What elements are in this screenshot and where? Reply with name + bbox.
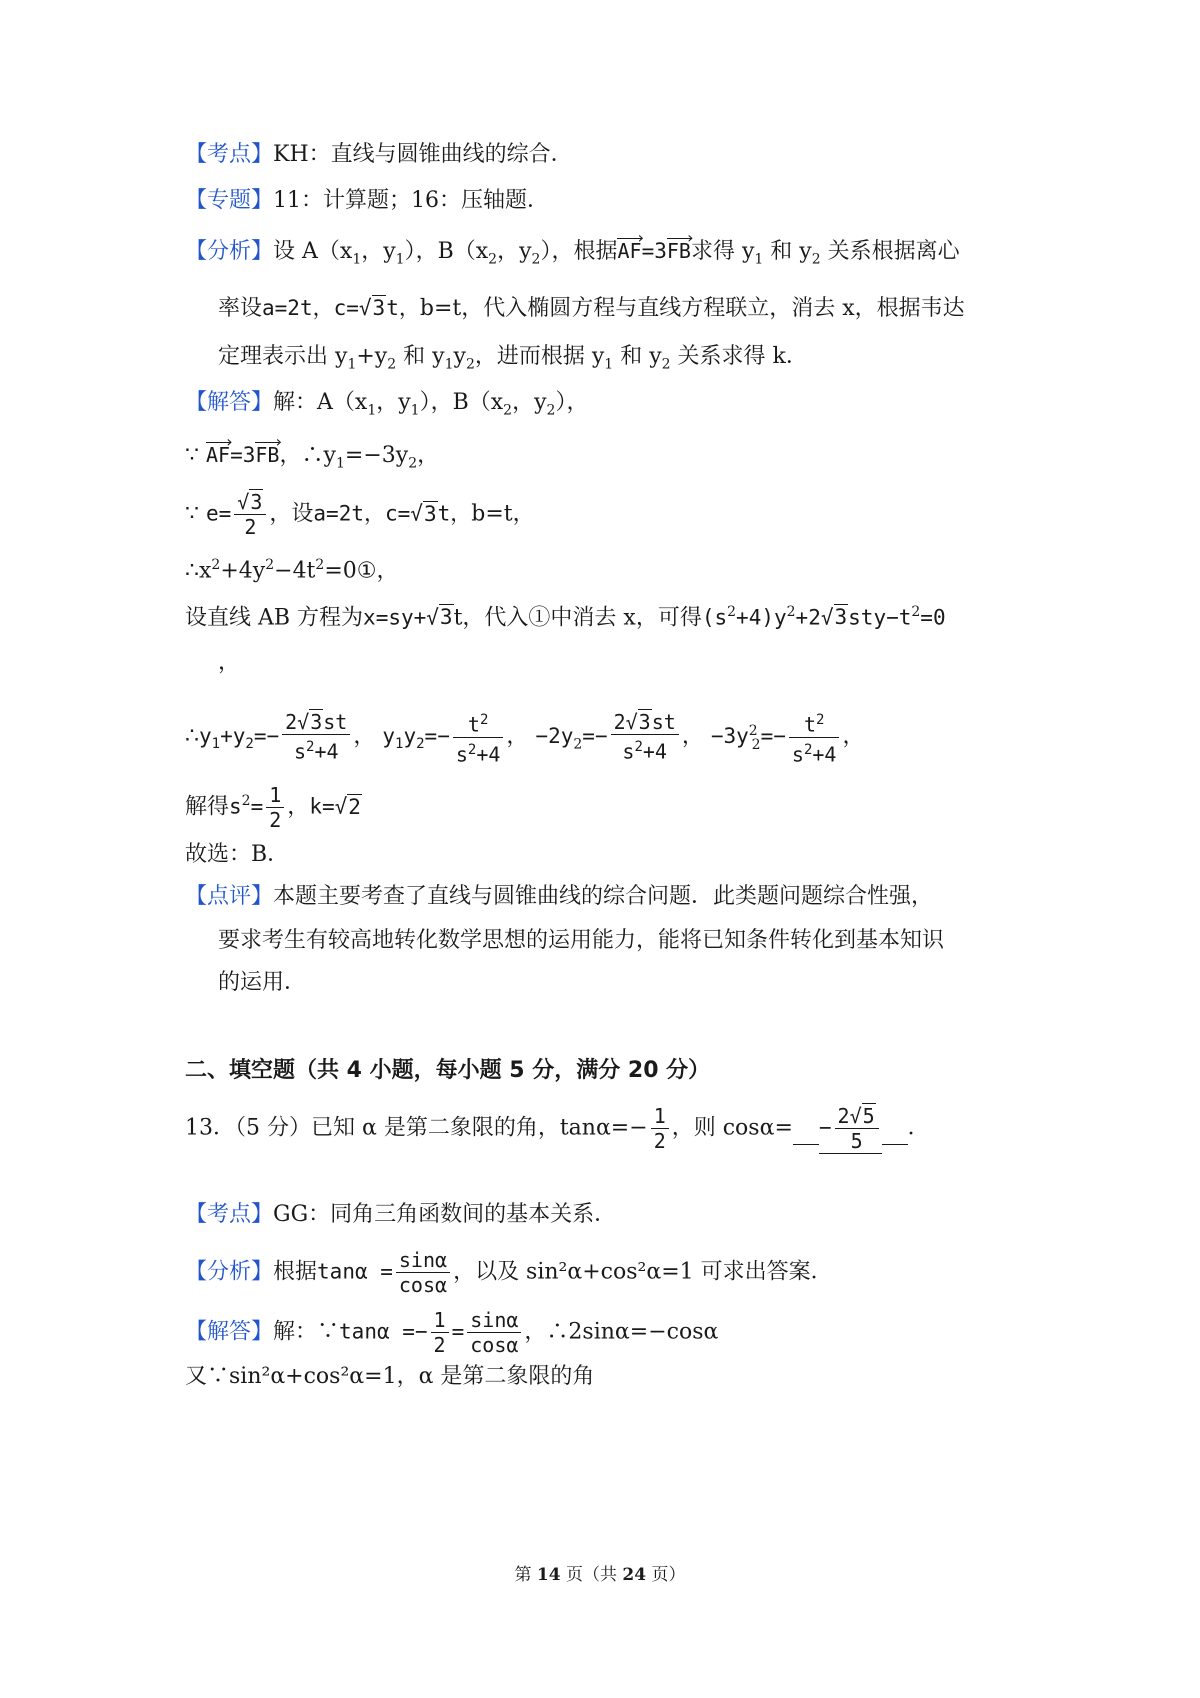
numerator: t — [467, 712, 480, 737]
jieda-text: ，y — [376, 390, 411, 415]
fenxi-text: ，进而根据 y — [474, 344, 605, 369]
ellipse-eq-line: $\therefore x^2+4y^2-4t^2=0①$， — [185, 557, 399, 584]
denominator: 2 — [244, 515, 257, 539]
math-quad: sty−t — [848, 605, 912, 630]
jieda-text: ，∴2sinα= — [524, 1319, 649, 1345]
fraction-sqrt3-over-2: $\frac{√3}{2}$ — [234, 490, 266, 539]
fenxi-text: 和 y — [396, 344, 445, 369]
kaodian-tag: 【考点】 — [185, 142, 274, 167]
math-m3y: −3y — [710, 724, 749, 749]
math-eq-tail: =0①， — [324, 558, 399, 584]
kaodian-line-2 — [185, 1200, 616, 1230]
jieda-text: cosα — [666, 1319, 719, 1345]
fenxi-text: +y — [356, 344, 388, 369]
fraction-half — [651, 1104, 669, 1153]
text: ，设 — [269, 501, 314, 527]
dianping-text: 本题主要考查了直线与圆锥曲线的综合问题．此类题问题综合性强， — [273, 884, 934, 909]
therefore-symbol: ∴ — [185, 558, 199, 584]
text: 设直线 AB 方程为 — [185, 605, 364, 631]
numerator: sinα — [467, 1308, 521, 1333]
math-c: c= — [333, 296, 359, 320]
math-c: c= — [384, 501, 411, 526]
fraction-sin-cos — [467, 1308, 521, 1357]
numerator: 1 — [266, 783, 284, 808]
fenxi-tag: 【分析】 — [185, 1259, 274, 1285]
answer-choice-line — [185, 840, 289, 870]
answer-choice: 故选：B． — [185, 842, 290, 867]
question-text: ． — [907, 1115, 930, 1141]
math-eq: =3 — [641, 239, 667, 263]
vector-fb: FB › — [667, 238, 691, 263]
fenxi-text: ），根据 — [540, 239, 618, 264]
eccentricity-line: ∵ e= $\frac{√3}{2}$ ，设a=2t，c=√3t，b=t， — [185, 490, 535, 539]
denominator: +4 — [476, 742, 501, 767]
jieda-text: 解：∵ — [273, 1319, 340, 1345]
vector-af: AF › — [617, 238, 641, 263]
since-symbol: ∵ — [185, 501, 199, 527]
dianping-tag: 【点评】 — [185, 884, 274, 909]
math-s: s — [229, 794, 242, 819]
vector-af: AF › — [206, 442, 230, 467]
minus-sign: − — [648, 1319, 667, 1345]
footer-text: 第 — [514, 1565, 537, 1585]
minus-sign: − — [363, 443, 382, 468]
numerator: 2 — [837, 1104, 850, 1128]
comma-line — [218, 648, 240, 678]
section-heading — [185, 1056, 710, 1086]
line-ab-eq: 设直线 AB 方程为x=sy+√3t，代入①中消去 x，可得$(s^2+4)y^2+2√3sty-t^2=0$ — [185, 604, 946, 631]
math-t: t， — [437, 501, 472, 526]
fenxi-text: 定理表示出 y — [218, 344, 348, 369]
zhuanti-line — [185, 186, 549, 216]
fraction-answer: $\frac{2√5}{5}$ — [835, 1104, 879, 1153]
numerator: st — [323, 710, 348, 735]
answer-blank: − $\frac{2√5}{5}$ — [819, 1104, 882, 1154]
zhuanti-text: 11：计算题；16：压轴题． — [273, 188, 550, 213]
denominator: s — [791, 742, 804, 767]
math-eq: = — [344, 443, 364, 468]
math-m2y: −2y — [535, 724, 574, 749]
fenxi-text: ，以及 sin²α+cos²α=1 可求出答案． — [453, 1259, 833, 1285]
math-line: x=sy+ — [363, 605, 427, 630]
sqrt-radicand: 3 — [372, 296, 386, 320]
section-heading-text: 二、填空题（共 4 小题，每小题 5 分，满分 20 分） — [185, 1058, 711, 1083]
minus-sign: − — [629, 1115, 648, 1141]
math-k: k= — [309, 794, 335, 819]
denominator: 2 — [653, 1129, 666, 1153]
fraction-sin-cos — [396, 1248, 450, 1297]
sqrt-radicand: 3 — [310, 710, 323, 735]
kaodian-tag: 【考点】 — [185, 1202, 274, 1227]
sqrt-radicand: 3 — [439, 605, 453, 630]
fenxi-text: 求得 y — [690, 239, 755, 264]
denominator: +4 — [314, 739, 339, 764]
math-3y: 3y — [381, 443, 409, 468]
dianping-line-2 — [218, 926, 944, 956]
text: 解得 — [185, 794, 230, 820]
math-4t: 4t — [292, 558, 316, 584]
fenxi-line-2: 率设a=2t，c=√3t，b=t，代入椭圆方程与直线方程联立，消去 x，根据韦达 — [218, 296, 965, 321]
dianping-line-1 — [185, 882, 933, 912]
fenxi-text: b=t，代入椭圆方程与直线方程联立，消去 x，根据韦达 — [419, 296, 965, 321]
math-quad: +4)y — [736, 605, 787, 630]
math-quad: (s — [701, 605, 728, 630]
sqrt-radicand: 3 — [638, 710, 651, 735]
comma: ， — [218, 650, 241, 675]
you-text: 又∵sin²α+cos²α=1，α 是第二象限的角 — [185, 1364, 595, 1389]
text: t，代入①中消去 x，可得 — [453, 605, 702, 631]
fenxi-line-1: 【分析】设 $A(x_1$，$y_1$），$B(x_2$，$y_2$），根据AF ›=3FB ›求得 $y_1$ 和 $y_2$ 关系根据离心 — [185, 236, 960, 274]
fraction-sum-2: $\frac{2√3st}{s^2+4}$ — [611, 710, 679, 764]
answer-blank — [882, 1114, 908, 1145]
vieta-line: $\therefore y_1+y_2=-$ $\frac{2√3st}{s^2+4}$ ， $y_1y_2=-$ $\frac{t^2}{s^2+4}$ ， $-2y_2=-$ $\frac{2√3st}{s^2+4}$ ， $-3y^2_2=-$ $\frac{t^2}{s^2+4}$ ， — [185, 708, 864, 766]
jieda-text: ），B（x — [419, 390, 504, 415]
denominator: +4 — [642, 739, 667, 764]
you-line — [185, 1362, 594, 1392]
sqrt-radicand: 2 — [348, 794, 361, 819]
question-text: ，则 cosα= — [671, 1115, 793, 1141]
jieda-line-2b: 【解答】解：∵tanα =− $\frac{1}{2}$ = $\frac{\sin\alpha}{\cos\alpha}$ ，∴2sinα=−cosα — [185, 1308, 719, 1357]
numerator: 2 — [285, 710, 298, 735]
therefore-symbol: ∴ — [301, 443, 324, 468]
footer-text: 页） — [646, 1565, 686, 1585]
math-a: a=2t， — [313, 501, 385, 526]
fraction-product-2: $\frac{t^2}{s^2+4}$ — [789, 708, 840, 766]
kaodian-text: KH：直线与圆锥曲线的综合． — [273, 142, 573, 167]
jieda-text: 解：A（x — [273, 390, 368, 415]
page-footer — [0, 1563, 1200, 1587]
fraction-half — [266, 783, 284, 832]
math-4y: +4y — [220, 558, 266, 584]
minus-sign: − — [274, 558, 293, 584]
math-eq: =3 — [230, 443, 256, 467]
page-number: 14 — [536, 1565, 561, 1585]
math-quad: +2 — [795, 605, 821, 630]
math-tan: tanα = — [339, 1319, 415, 1344]
fenxi-text: ），B（x — [404, 239, 489, 264]
fenxi-text: 关系求得 k． — [670, 344, 808, 369]
numerator: t — [803, 712, 816, 737]
numerator: 1 — [651, 1104, 669, 1129]
sqrt-radicand: 3 — [834, 605, 848, 630]
denominator: s — [455, 742, 468, 767]
denominator: cosα — [398, 1273, 448, 1297]
denominator: s — [293, 739, 306, 764]
denominator: 2 — [269, 808, 282, 832]
fenxi-text: y — [453, 344, 466, 369]
math-x: x — [199, 558, 212, 584]
jieda-tag: 【解答】 — [185, 1319, 274, 1345]
fenxi-text: 根据 — [273, 1259, 318, 1285]
question-text: 13．（5 分）已知 α 是第二象限的角，tanα= — [185, 1115, 630, 1141]
fenxi-text: 设 A（x — [273, 239, 353, 264]
solution-line: 解得$s^2=$ $\frac{1}{2}$ ，k=√2 — [185, 783, 361, 832]
fenxi-text: 和 y — [613, 344, 662, 369]
dianping-line-3 — [218, 968, 306, 998]
therefore-symbol: ∴ — [185, 724, 199, 750]
fraction-product: $\frac{t^2}{s^2+4}$ — [453, 708, 504, 766]
denominator: 5 — [850, 1129, 863, 1153]
fenxi-text: ，y — [361, 239, 396, 264]
fraction-half — [431, 1308, 449, 1357]
math-quad: =0 — [920, 605, 946, 630]
dianping-text: 的运用． — [218, 970, 307, 995]
fenxi-text: 关系根据离心 — [820, 239, 960, 264]
fenxi-line-2b — [185, 1248, 833, 1297]
fenxi-text: ，y — [497, 239, 532, 264]
numerator: sinα — [396, 1248, 450, 1273]
vector-fb: FB › — [255, 442, 279, 467]
denominator: s — [622, 739, 635, 764]
fraction-sum: $\frac{2√3st}{s^2+4}$ — [282, 710, 350, 764]
question-13 — [185, 1104, 930, 1154]
denominator: 2 — [433, 1333, 446, 1357]
answer-blank — [793, 1114, 819, 1145]
numerator: 1 — [431, 1308, 449, 1333]
sqrt-radicand: 3 — [250, 490, 263, 514]
fenxi-text: 和 y — [763, 239, 812, 264]
since-vector-line: ∵ AF ›=3FB ›，$\therefore y_1=-3y_2$， — [185, 440, 439, 478]
fenxi-line-3: 定理表示出 $y_1+y_2$ 和 $y_1y_2$，进而根据 $y_1$ 和 $y_2$ 关系求得 k． — [218, 344, 808, 373]
fenxi-tag: 【分析】 — [185, 239, 274, 264]
kaodian-line — [185, 140, 573, 170]
denominator: cosα — [470, 1333, 519, 1357]
denominator: +4 — [812, 742, 837, 767]
numerator: 2 — [613, 710, 626, 735]
fenxi-text: 率设 — [218, 296, 263, 321]
kaodian-text: GG：同角三角函数间的基本关系． — [273, 1202, 617, 1227]
math-a: a=2t， — [262, 296, 334, 320]
jieda-line-1: 【解答】解：$A(x_1$，$y_1$），$B(x_2$，$y_2$）， — [185, 390, 589, 419]
footer-text: 页（共 — [560, 1565, 623, 1585]
math-e: e= — [206, 501, 232, 526]
sqrt-radicand: 5 — [862, 1104, 875, 1128]
zhuanti-tag: 【专题】 — [185, 188, 274, 213]
since-symbol: ∵ — [185, 443, 199, 468]
jieda-tag: 【解答】 — [185, 390, 274, 415]
page-total: 24 — [622, 1565, 647, 1585]
jieda-text: ，y — [512, 390, 547, 415]
numerator: st — [651, 710, 676, 735]
math-t: t， — [386, 296, 420, 320]
math-tan: tanα = — [317, 1259, 393, 1284]
dianping-text: 要求考生有较高地转化数学思想的运用能力，能将已知条件转化到基本知识 — [218, 928, 945, 953]
sqrt-radicand: 3 — [423, 501, 437, 526]
math-y: y — [323, 443, 336, 468]
